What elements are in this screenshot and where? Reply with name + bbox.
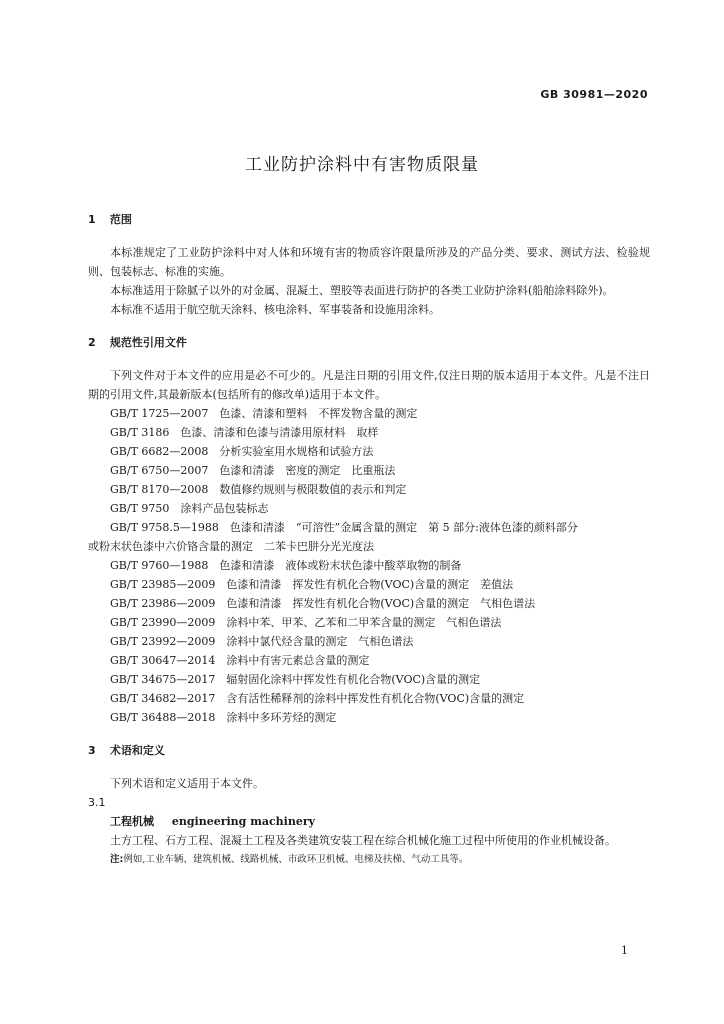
reference-item: GB/T 23990—2009 涂料中苯、甲苯、乙苯和二甲苯含量的测定 气相色谱法: [110, 616, 502, 629]
page-number: 1: [621, 944, 628, 957]
term-english: engineering machinery: [171, 815, 316, 828]
reference-item: GB/T 34675—2017 辐射固化涂料中挥发性有机化合物(VOC)含量的测定: [110, 673, 481, 686]
reference-item: GB/T 23985—2009 色漆和清漆 挥发性有机化合物(VOC)含量的测定 差值法: [110, 578, 514, 591]
section-number: 3: [88, 744, 96, 757]
reference-item: GB/T 6682—2008 分析实验室用水规格和试验方法: [110, 445, 374, 458]
reference-item: GB/T 8170—2008 数值修约规则与极限数值的表示和判定: [110, 483, 407, 496]
references-intro: 下列文件对于本文件的应用是必不可少的。凡是注日期的引用文件,仅注日期的版本适用于本文件。凡是不注日期的引用文件,其最新版本(包括所有的修改单)适用于本文件。: [88, 369, 650, 401]
note-text: 例如,工业车辆、建筑机械、线路机械、市政环卫机械、电梯及扶梯、气动工具等。: [123, 854, 469, 865]
standard-code: GB 30981—2020: [540, 88, 648, 101]
reference-item: GB/T 3186 色漆、清漆和色漆与清漆用原材料 取样: [110, 426, 379, 439]
section-title: 范围: [109, 213, 132, 226]
reference-item: GB/T 6750—2007 色漆和清漆 密度的测定 比重瓶法: [110, 464, 396, 477]
section-title: 术语和定义: [109, 744, 165, 757]
reference-item: GB/T 34682—2017 含有活性稀释剂的涂料中挥发性有机化合物(VOC)含量的测定: [110, 692, 525, 705]
document-title: 工业防护涂料中有害物质限量: [245, 155, 479, 175]
reference-item: GB/T 30647—2014 涂料中有害元素总含量的测定: [110, 654, 370, 667]
section-1-heading: [88, 210, 650, 229]
scope-paragraph-3: 本标准不适用于航空航天涂料、核电涂料、军事装备和设施用涂料。: [110, 303, 440, 316]
reference-item: GB/T 9758.5—1988 色漆和清漆 “可溶性”金属含量的测定 第 5 部分:液体色漆的颜料部分: [110, 521, 578, 534]
reference-item: GB/T 23986—2009 色漆和清漆 挥发性有机化合物(VOC)含量的测定 气相色谱法: [110, 597, 536, 610]
reference-item: GB/T 9750 涂料产品包装标志: [110, 502, 269, 515]
terms-intro: 下列术语和定义适用于本文件。: [110, 777, 264, 790]
scope-paragraph-1: 本标准规定了工业防护涂料中对人体和环境有害的物质容许限量所涉及的产品分类、要求、测试方法、检验规则、包装标志、标准的实施。: [88, 246, 650, 278]
reference-item: GB/T 1725—2007 色漆、清漆和塑料 不挥发物含量的测定: [110, 407, 418, 420]
term-note: [88, 850, 650, 869]
section-2-heading: [88, 333, 650, 352]
term-definition: 土方工程、石方工程、混凝土工程及各类建筑安装工程在综合机械化施工过程中所使用的作业机械设备。: [110, 834, 616, 847]
subsection-number: 3.1: [88, 796, 106, 809]
term-chinese: 工程机械: [110, 815, 154, 828]
section-title: 规范性引用文件: [109, 336, 187, 349]
scope-paragraph-2: 本标准适用于除腻子以外的对金属、混凝土、塑胶等表面进行防护的各类工业防护涂料(船舶涂料除外)。: [110, 284, 614, 297]
note-label: 注:: [110, 854, 124, 865]
document-body: [88, 210, 650, 869]
reference-item: GB/T 9760—1988 色漆和清漆 液体或粉末状色漆中酸萃取物的制备: [110, 559, 462, 572]
reference-item-continuation: 或粉末状色漆中六价铬含量的测定 二苯卡巴肼分光光度法: [88, 540, 374, 553]
reference-item: GB/T 23992—2009 涂料中氯代烃含量的测定 气相色谱法: [110, 635, 414, 648]
reference-item: GB/T 36488—2018 涂料中多环芳烃的测定: [110, 711, 337, 724]
term-entry: [88, 812, 650, 831]
section-3-heading: [88, 741, 650, 760]
section-number: 1: [88, 213, 96, 226]
section-number: 2: [88, 336, 96, 349]
